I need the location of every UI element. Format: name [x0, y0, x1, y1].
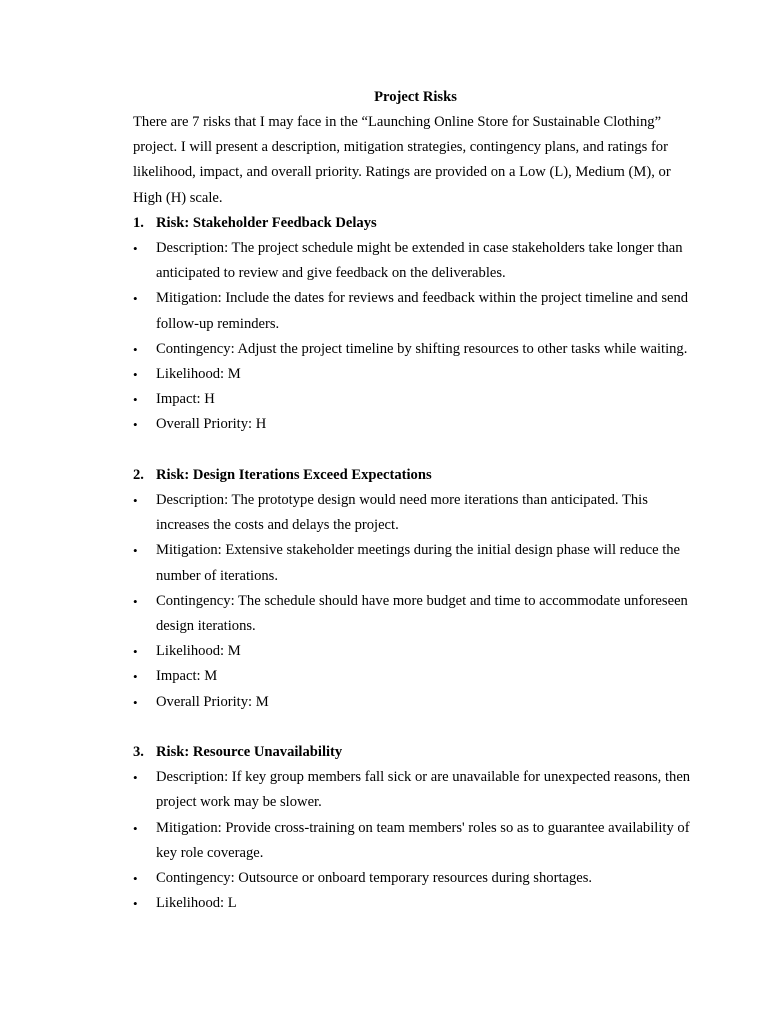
bullet-icon: •	[133, 341, 138, 357]
risk-bullet-list	[133, 765, 698, 916]
bullet-icon: •	[133, 241, 138, 256]
intro-paragraph: There are 7 risks that I may face in the “Launching Online Store for Sustainable Clothing” project. I will present a description, mitigation strategies, contingency plans, and ratings for likelihood, impact, and overall priority. Ratings are provided on a Low (L), Medium (M), or High (H) scale.	[133, 114, 671, 206]
risk-bullet-list	[133, 236, 698, 438]
bullet-icon: •	[133, 896, 138, 912]
list-item-text: Impact: M	[156, 668, 218, 685]
list-item	[133, 362, 698, 387]
list-item-text: Mitigation: Extensive stakeholder meetings during the initial design phase will reduce the number of iterations.	[156, 542, 681, 584]
list-item	[133, 639, 698, 664]
list-item	[133, 236, 698, 286]
bullet-icon: •	[133, 644, 138, 660]
risk-bullet-list	[133, 488, 698, 715]
bullet-icon: •	[133, 669, 138, 685]
list-item-text: Impact: H	[156, 391, 215, 408]
list-item-text: Mitigation: Include the dates for reviews and feedback within the project timeline and send follow-up reminders.	[156, 290, 689, 332]
list-item-text: Mitigation: Provide cross-training on team members' roles so as to guarantee availability of key role coverage.	[156, 819, 690, 861]
list-item	[133, 664, 698, 689]
list-item-text: Overall Priority: M	[156, 693, 269, 710]
bullet-icon: •	[133, 770, 138, 786]
risk-heading	[133, 211, 698, 236]
risk-heading	[133, 463, 698, 488]
risk-title: Risk: Design Iterations Exceed Expectations	[156, 466, 432, 483]
risk-title: Risk: Resource Unavailability	[156, 744, 343, 761]
list-item-text: Contingency: Outsource or onboard temporary resources during shortages.	[156, 870, 593, 887]
list-item	[133, 488, 698, 538]
list-item-text: Description: If key group members fall sick or are unavailable for unexpected reasons, then project work may be slower.	[156, 769, 691, 811]
list-item-text: Likelihood: L	[156, 895, 237, 912]
list-item	[133, 765, 698, 815]
risk-section	[133, 740, 698, 916]
list-item-text: Contingency: Adjust the project timeline by shifting resources to other tasks while waiting.	[156, 340, 688, 357]
bullet-icon: •	[133, 543, 138, 559]
list-item	[133, 589, 698, 639]
list-item	[133, 412, 698, 437]
bullet-icon: •	[133, 820, 138, 836]
list-item-text: Overall Priority: H	[156, 416, 267, 433]
bullet-icon: •	[133, 694, 138, 710]
document-title: Project Risks	[374, 89, 457, 105]
list-item-text: Description: The project schedule might be extended in case stakeholders take longer than anticipated to review and give feedback on the deliverables.	[156, 240, 683, 282]
list-item	[133, 690, 698, 715]
risk-heading	[133, 740, 698, 765]
list-item	[133, 866, 698, 891]
document-page	[133, 85, 698, 916]
bullet-icon: •	[133, 493, 138, 508]
risk-number: 1.	[133, 214, 144, 231]
risk-number: 3.	[133, 744, 144, 761]
list-item-text: Description: The prototype design would need more iterations than anticipated. This increases the costs and delays the project.	[156, 492, 648, 534]
risk-number: 2.	[133, 466, 144, 483]
risk-section	[133, 211, 698, 438]
risk-list	[133, 211, 698, 917]
risk-section	[133, 463, 698, 715]
bullet-icon: •	[133, 367, 138, 383]
list-item-text: Likelihood: M	[156, 643, 241, 660]
bullet-icon: •	[133, 871, 138, 887]
list-item	[133, 387, 698, 412]
list-item	[133, 816, 698, 866]
list-item	[133, 891, 698, 916]
bullet-icon: •	[133, 593, 138, 609]
bullet-icon: •	[133, 291, 138, 307]
list-item	[133, 286, 698, 336]
list-item-text: Contingency: The schedule should have more budget and time to accommodate unforeseen design iterations.	[156, 592, 688, 635]
risk-title: Risk: Stakeholder Feedback Delays	[156, 214, 377, 231]
list-item-text: Likelihood: M	[156, 366, 241, 383]
list-item	[133, 538, 698, 588]
bullet-icon: •	[133, 392, 138, 408]
bullet-icon: •	[133, 417, 138, 433]
list-item	[133, 337, 698, 362]
